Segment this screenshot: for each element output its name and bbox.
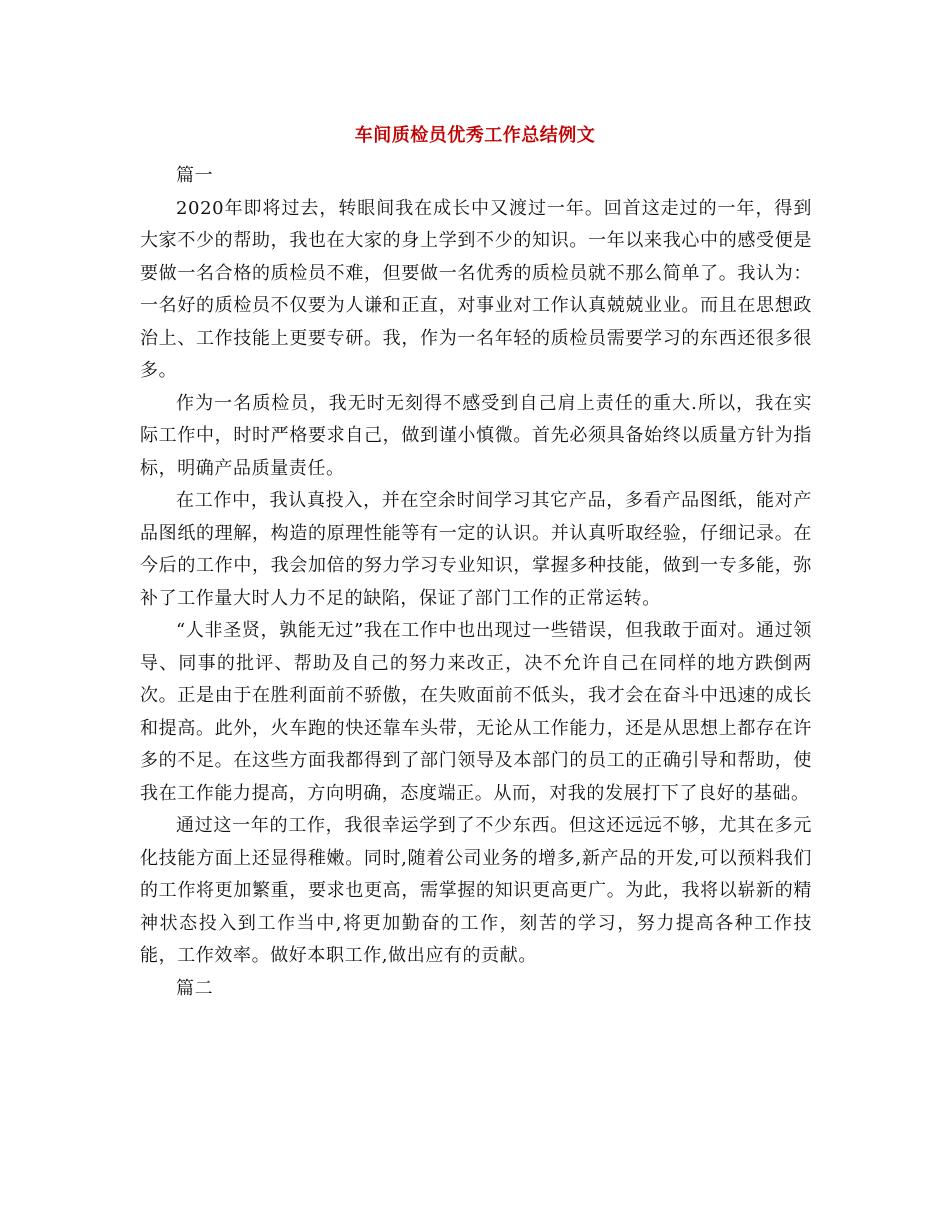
- paragraph-4: “人非圣贤，孰能无过”我在工作中也出现过一些错误，但我敢于面对。通过领导、同事的批评、帮助及自己的努力来改正，决不允许自己在同样的地方跌倒两次。正是由于在胜利面前不骄傲，在失败面前不低头，我才会在奋斗中迅速的成长和提高。此外，火车跑的快还靠车头带，无论从工作能力，还是从思想上都存在许多的不足。在这些方面我都得到了部门领导及本部门的员工的正确引导和帮助，使我在工作能力提高，方向明确，态度端正。从而，对我的发展打下了良好的基础。: [140, 620, 812, 804]
- document-body: [140, 160, 812, 1005]
- document-title: 车间质检员优秀工作总结例文: [354, 125, 596, 146]
- paragraph-1: 2020年即将过去，转眼间我在成长中又渡过一年。回首这走过的一年，得到大家不少的帮助，我也在大家的身上学到不少的知识。一年以来我心中的感受便是要做一名合格的质检员不难，但要做一名优秀的质检员就不那么简单了。我认为：一名好的质检员不仅要为人谦和正直，对事业对工作认真兢兢业业。而且在思想政治上、工作技能上更要专研。我，作为一名年轻的质检员需要学习的东西还很多很多。: [140, 197, 812, 381]
- paragraph-3: 在工作中，我认真投入，并在空余时间学习其它产品，多看产品图纸，能对产品图纸的理解，构造的原理性能等有一定的认识。并认真听取经验，仔细记录。在今后的工作中，我会加倍的努力学习专业知识，掌握多种技能，做到一专多能，弥补了工作量大时人力不足的缺陷，保证了部门工作的正常运转。: [140, 490, 812, 609]
- paragraph-5: 通过这一年的工作，我很幸运学到了不少东西。但这还远远不够，尤其在多元化技能方面上还显得稚嫩。同时,随着公司业务的增多,新产品的开发,可以预料我们的工作将更加繁重，要求也更高，需掌握的知识更高更广。为此，我将以崭新的精神状态投入到工作当中,将更加勤奋的工作，刻苦的学习，努力提高各种工作技能，工作效率。做好本职工作,做出应有的贡献。: [140, 815, 812, 966]
- paragraph-2: 作为一名质检员，我无时无刻得不感受到自己肩上责任的重大.所以，我在实际工作中，时时严格要求自己，做到谨小慎微。首先必须具备始终以质量方针为指标，明确产品质量责任。: [140, 392, 812, 479]
- section-heading-1: 篇一: [176, 165, 214, 186]
- section-heading-2: 篇二: [176, 977, 214, 999]
